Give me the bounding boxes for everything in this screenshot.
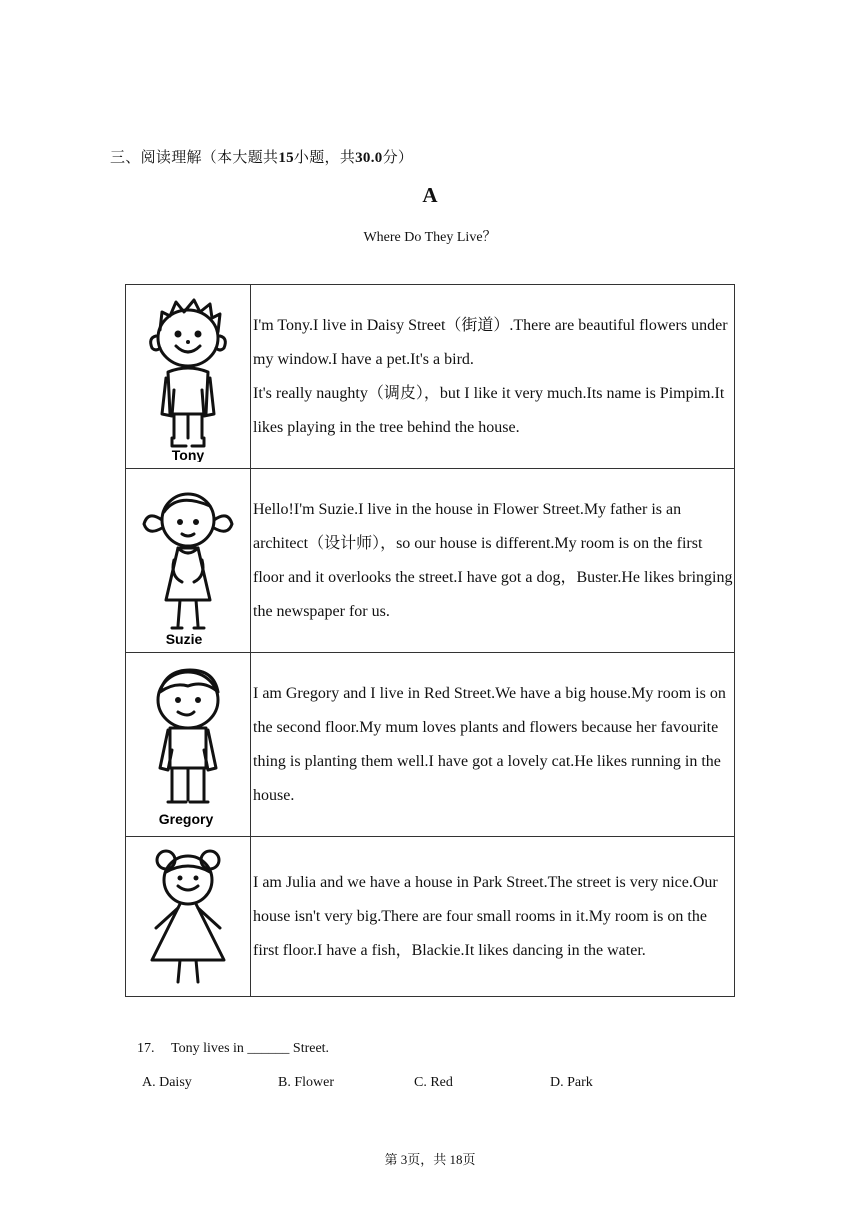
question-stem: Tony lives in ______ Street. — [171, 1041, 330, 1056]
tony-text: I'm Tony.I live in Daisy Street（街道）.There are beautiful flowers under my window.I have a pet.It's a bird. — [253, 316, 728, 368]
gregory-drawing-icon — [138, 660, 238, 830]
julia-text: I am Julia and we have a house in Park Street.The street is very nice.Our house isn't very big.There are four small rooms in it.My room is on the first floor.I have a fish，Blackie.It likes dancing in the water. — [253, 873, 718, 959]
table-row — [126, 469, 735, 653]
total-score: 30.0 — [355, 150, 383, 166]
julia-text-cell — [251, 837, 735, 997]
julia-drawing-icon — [138, 842, 238, 992]
gregory-name-label: Gregory — [158, 810, 214, 827]
tony-drawing-icon — [138, 292, 238, 462]
question-number: 17. — [137, 1041, 155, 1056]
tony-text-continued: It's really naughty（调皮），but I like it very much.Its name is Pimpim.It likes playing in the tree behind the house. — [253, 384, 725, 436]
table-row — [126, 285, 735, 469]
question-17 — [137, 1041, 329, 1057]
passage-title: Where Do They Live？ — [363, 230, 497, 245]
tony-name-label: Tony — [171, 446, 205, 462]
suzie-drawing-icon — [138, 476, 238, 646]
question-count: 15 — [278, 150, 294, 166]
option-d[interactable]: D. Park — [550, 1075, 593, 1090]
section-heading-prefix: 三、阅读理解（本大题共 — [110, 150, 279, 166]
tony-picture-cell — [126, 285, 251, 469]
gregory-text-cell — [251, 653, 735, 837]
suzie-name-label: Suzie — [165, 630, 203, 646]
option-b[interactable]: B. Flower — [278, 1075, 334, 1090]
option-c[interactable]: C. Red — [414, 1075, 453, 1090]
table-row — [126, 653, 735, 837]
option-a[interactable]: A. Daisy — [142, 1075, 192, 1090]
tony-text-cell — [251, 285, 735, 469]
suzie-text: Hello!I'm Suzie.I live in the house in Flower Street.My father is an architect（设计师），so our house is different.My room is on the first floor and it overlooks the street.I have got a dog，Buster.He likes bringing the newspaper for us. — [253, 500, 733, 620]
suzie-picture-cell — [126, 469, 251, 653]
suzie-text-cell — [251, 469, 735, 653]
gregory-text: I am Gregory and I live in Red Street.We have a big house.My room is on the second floor.My mum loves plants and flowers because her favourite thing is planting them well.I have got a lovely cat.He likes running in the house. — [253, 684, 726, 804]
people-table — [125, 284, 735, 997]
passage-letter: A — [422, 183, 438, 207]
section-heading-middle: 小题，共 — [293, 150, 356, 166]
section-heading — [110, 146, 413, 167]
gregory-picture-cell — [126, 653, 251, 837]
section-heading-suffix: 分） — [382, 150, 414, 166]
julia-picture-cell — [126, 837, 251, 997]
page-footer: 第 3页，共 18页 — [384, 1152, 476, 1167]
table-row — [126, 837, 735, 997]
